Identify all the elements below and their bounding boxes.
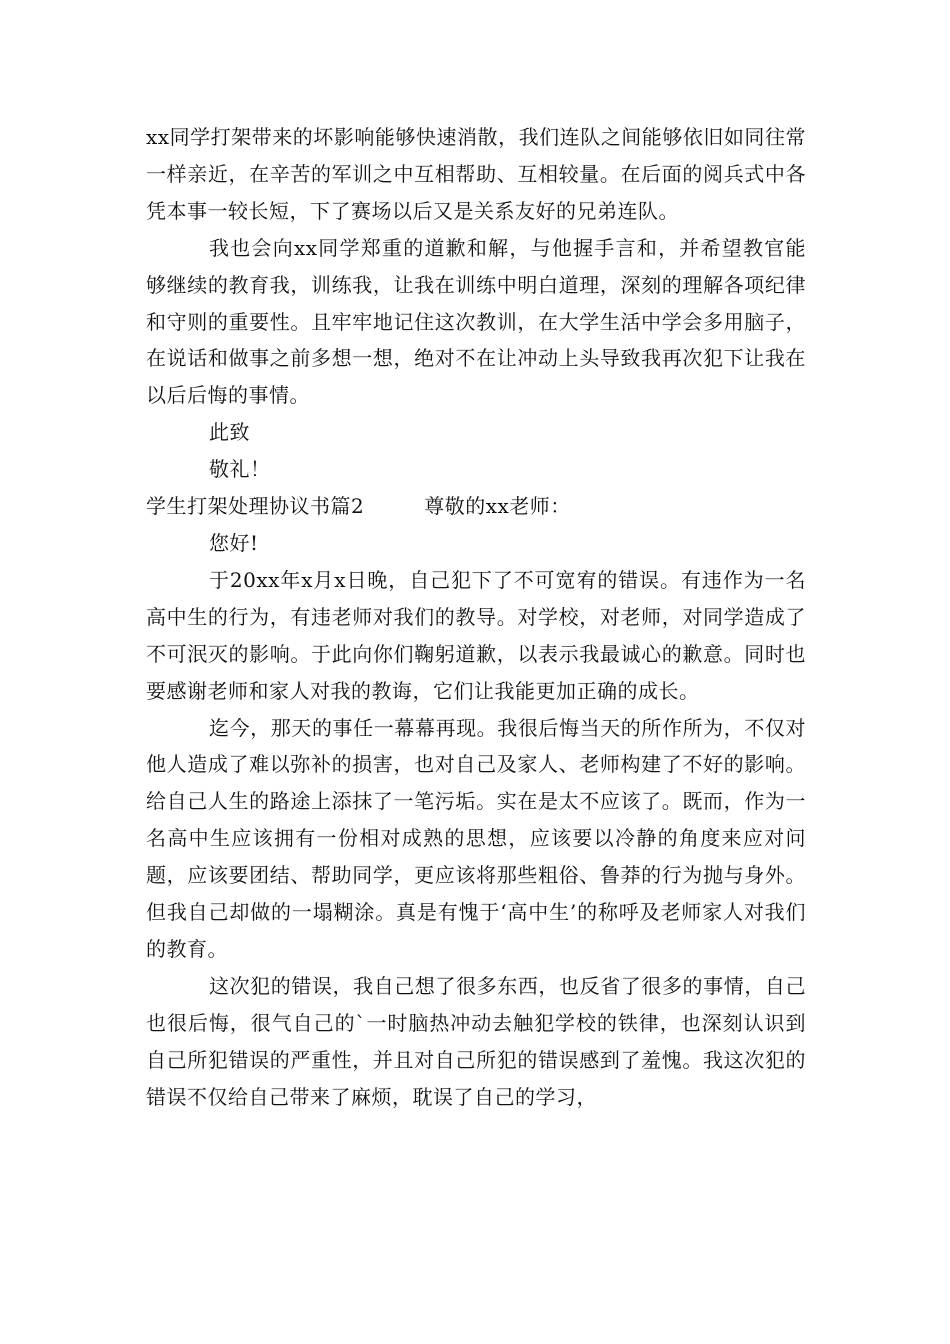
- salutation: 尊敬的xx老师：: [424, 494, 571, 519]
- document-body: [146, 119, 806, 1115]
- paragraph-5: 这次犯的错误，我自己想了很多东西，也反省了很多的事情，自己也很后悔，很气自己的`一时脑热冲动去触犯学校的铁律，也深刻认识到自己所犯错误的严重性，并且对自己所犯的错误感到了羞愧。我这次犯的错误不仅给自己带来了麻烦，耽误了自己的学习，: [146, 973, 806, 1109]
- section-heading-line: [146, 488, 806, 525]
- closing-cizhi: 此致: [209, 420, 250, 445]
- section-heading: 学生打架处理协议书篇2: [146, 494, 365, 519]
- paragraph-3: 于20xx年x月x日晚，自己犯下了不可宽宥的错误。有违作为一名高中生的行为，有违老师对我们的教导。对学校，对老师，对同学造成了不可泯灭的影响。于此向你们鞠躬道歉，以表示我最诚心的歉意。同时也要感谢老师和家人对我的教诲，它们让我能更加正确的成长。: [146, 567, 806, 703]
- paragraph-2: 我也会向xx同学郑重的道歉和解，与他握手言和，并希望教官能够继续的教育我，训练我，让我在训练中明白道理，深刻的理解各项纪律和守则的重要性。且牢牢地记住这次教训，在大学生活中学会多用脑子，在说话和做事之前多想一想，绝对不在让冲动上头导致我再次犯下让我在以后后悔的事情。: [146, 235, 806, 408]
- closing-jingli: 敬礼！: [209, 457, 271, 482]
- paragraph-4: 迄今，那天的事任一幕幕再现。我很后悔当天的所作所为，不仅对他人造成了难以弥补的损害，也对自己及家人、老师构建了不好的影响。给自己人生的路途上添抹了一笔污垢。实在是太不应该了。既而，作为一名高中生应该拥有一份相对成熟的思想，应该要以冷静的角度来应对问题，应该要团结、帮助同学，更应该将那些粗俗、鲁莽的行为抛与身外。但我自己却做的一塌糊涂。真是有愧于‘高中生’的称呼及老师家人对我们的教育。: [146, 715, 806, 961]
- paragraph-1: xx同学打架带来的坏影响能够快速消散，我们连队之间能够依旧如同往常一样亲近，在辛苦的军训之中互相帮助、互相较量。在后面的阅兵式中各凭本事一较长短，下了赛场以后又是关系友好的兄弟连队。: [146, 125, 806, 223]
- greeting: 您好!: [209, 530, 259, 555]
